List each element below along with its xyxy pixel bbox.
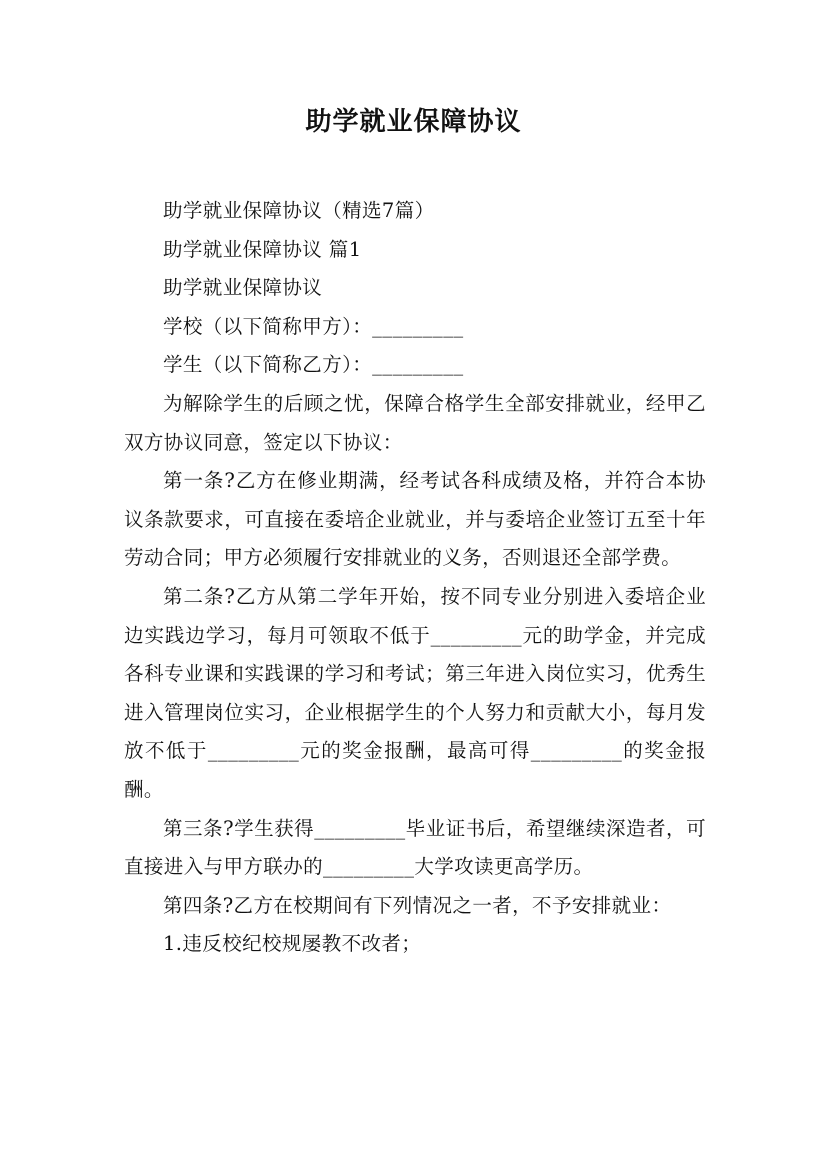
- paragraph-article-3: 第三条?学生获得_________毕业证书后，希望继续深造者，可直接进入与甲方联办的_________大学攻读更高学历。: [124, 816, 706, 879]
- paragraph-article-1: 第一条?乙方在修业期满，经考试各科成绩及格，并符合本协议条款要求，可直接在委培企业就业，并与委培企业签订五至十年劳动合同；甲方必须履行安排就业的义务，否则退还全部学费。: [124, 469, 706, 570]
- paragraph-item-1: 1.违反校纪校规屡教不改者；: [163, 932, 422, 956]
- paragraph-preamble: 为解除学生的后顾之忧，保障合格学生全部安排就业，经甲乙双方协议同意，签定以下协议：: [124, 391, 706, 454]
- paragraph-section-heading: 助学就业保障协议 篇1: [163, 237, 362, 261]
- document-body: [124, 192, 706, 964]
- paragraph-article-4: 第四条?乙方在校期间有下列情况之一者，不予安排就业：: [163, 893, 672, 917]
- paragraph-agreement-name: 助学就业保障协议: [163, 276, 323, 300]
- paragraph-party-b: 学生（以下简称乙方）：_________: [163, 353, 464, 377]
- paragraph-subtitle: 助学就业保障协议（精选7篇）: [163, 199, 435, 222]
- paragraph-article-2: 第二条?乙方从第二学年开始，按不同专业分别进入委培企业边实践边学习，每月可领取不低于_________元的助学金，并完成各科专业课和实践课的学习和考试；第三年进入岗位实习，优秀生进入管理岗位实习，企业根据学生的个人努力和贡献大小，每月发放不低于_________元的奖金报酬，最高可得_________的奖金报酬。: [124, 584, 706, 801]
- paragraph-party-a: 学校（以下简称甲方）：_________: [163, 314, 464, 338]
- document-title: 助学就业保障协议: [305, 107, 522, 137]
